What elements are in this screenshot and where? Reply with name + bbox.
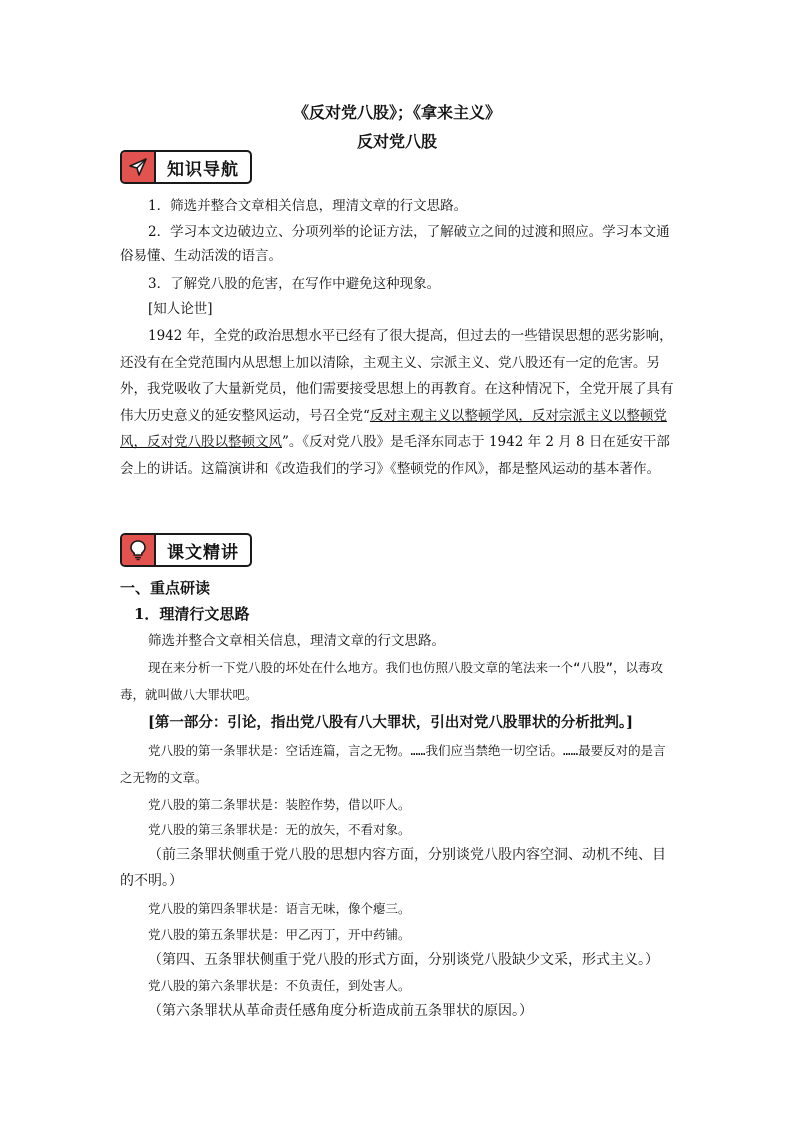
paragraph-text-b: ”。《反对党八股》是毛泽东同志于 1942 年 2 月 8 日在延安干部会上的讲话。这篇演讲和《改造我们的学习》《整顿党的作风》，都是整风运动的基本著作。 xyxy=(120,434,670,477)
subsection-heading: 1．理清行文思路 xyxy=(134,605,250,623)
goal-item-1: 1．筛选并整合文章相关信息，理清文章的行文思路。 xyxy=(148,198,468,214)
quote-crime-5: 党八股的第五条罪状是：甲乙丙丁，开中药铺。 xyxy=(148,927,411,942)
underlined-slogan: 反对主观主义以整顿学风，反对宗派主义以整顿党风，反对党八股以整顿文风 xyxy=(120,407,667,450)
background-paragraph xyxy=(120,323,676,482)
document-title: 《反对党八股》；《拿来主义》 xyxy=(292,103,501,122)
paragraph-text-a: 1942 年，全党的政治思想水平已经有了很大提高，但过去的一些错误思想的恶劣影响，还没有在全党范围内从思想上加以清除，主观主义、宗派主义、党八股还有一定的危害。另外，我党吸收了大量新党员，他们需要接受思想上的再教育。在这种情况下，全党开展了具有伟大历史意义的延安整风运动，号召全党“ xyxy=(120,328,674,424)
quote-intro: 现在来分析一下党八股的坏处在什么地方。我们也仿照八股文章的笔法来一个“八股”，以毒攻毒，就叫做八大罪状吧。 xyxy=(120,660,664,702)
quote-crime-4: 党八股的第四条罪状是：语言无味，像个瘪三。 xyxy=(148,901,411,916)
text-lecture-banner xyxy=(120,533,252,567)
quote-crime-2: 党八股的第二条罪状是：装腔作势，借以吓人。 xyxy=(148,797,411,812)
goal-item-2: 2．学习本文边破边立、分项列举的论证方法，了解破立之间的过渡和照应。学习本文通俗易懂、生动活泼的语言。 xyxy=(120,224,670,264)
quote-crime-1: 党八股的第一条罪状是：空话连篇，言之无物。……我们应当禁绝一切空话。……最要反对的是言之无物的文章。 xyxy=(120,743,666,785)
intro-text: 筛选并整合文章相关信息，理清文章的行文思路。 xyxy=(148,633,445,649)
comment-2: （第四、五条罪状侧重于党八股的形式方面，分别谈党八股缺少文采，形式主义。） xyxy=(148,952,659,968)
comment-3: （第六条罪状从革命责任感角度分析造成前五条罪状的原因。） xyxy=(148,1003,533,1019)
quote-crime-6: 党八股的第六条罪状是：不负责任，到处害人。 xyxy=(148,978,411,993)
paper-plane-icon xyxy=(122,152,156,182)
knowledge-nav-banner xyxy=(120,150,252,184)
banner-label: 课文精讲 xyxy=(167,542,239,563)
comment-1: （前三条罪状侧重于党八股的思想内容方面，分别谈党八股内容空洞、动机不纯、目的不明。） xyxy=(120,847,666,889)
part-summary: [第一部分：引论，指出党八股有八大罪状，引出对党八股罪状的分析批判。] xyxy=(148,714,633,731)
lightbulb-icon xyxy=(122,535,156,565)
section-heading: 一、重点研读 xyxy=(120,579,211,597)
document-subtitle: 反对党八股 xyxy=(356,132,437,151)
quote-crime-3: 党八股的第三条罪状是：无的放矢，不看对象。 xyxy=(148,822,411,837)
goal-item-3: 3．了解党八股的危害，在写作中避免这种现象。 xyxy=(148,276,441,292)
banner-label: 知识导航 xyxy=(167,159,239,180)
bracket-heading: [知人论世] xyxy=(148,301,213,317)
